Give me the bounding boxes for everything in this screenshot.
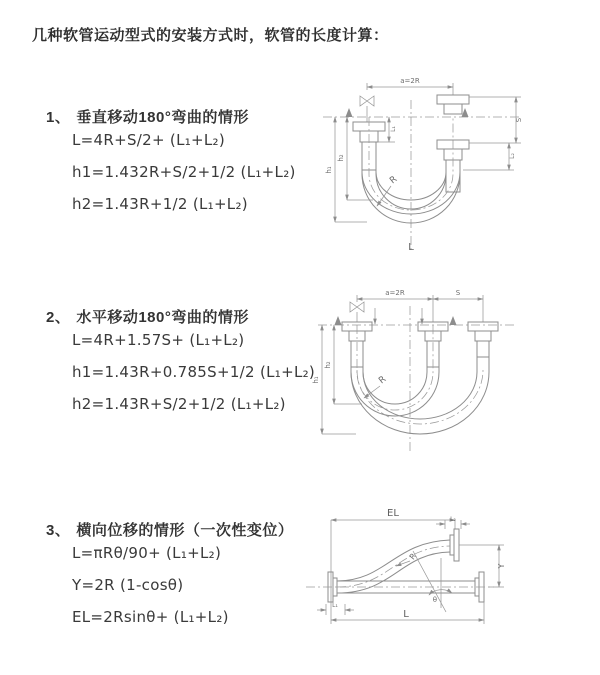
dim-label-y: Y: [497, 563, 506, 569]
dim-label-h2: h₂: [324, 361, 332, 369]
formula-line: L=4R+1.57S+ (L₁+L₂): [72, 331, 245, 349]
dim-label-theta: θ: [432, 596, 437, 604]
formula-line: EL=2Rsinθ+ (L₁+L₂): [72, 608, 229, 626]
dim-label-h1: h₁: [325, 166, 333, 174]
dim-label-h1: h₁: [312, 376, 320, 384]
dim-label-a2r: a=2R: [385, 289, 405, 297]
hose-fitting-right: [468, 322, 498, 357]
dim-label-l1: L₁: [390, 126, 397, 132]
dim-label-r: R: [377, 374, 389, 387]
up-arrow: [346, 108, 353, 117]
section-3-title: 横向位移的情形（一次性变位）: [76, 522, 294, 539]
hose-s-curve: [337, 540, 450, 593]
dim-label-s: S: [515, 117, 523, 123]
dim-label-r: R: [388, 174, 400, 187]
dim-label-l1: L₁: [332, 602, 338, 609]
formula-line: Y=2R (1-cosθ): [72, 576, 184, 594]
section-1-number: 1、: [46, 109, 71, 126]
valve-icon: [350, 302, 364, 322]
formula-line: h1=1.43R+0.785S+1/2 (L₁+L₂): [72, 363, 316, 381]
section-1-title: 垂直移动180°弯曲的情形: [76, 109, 249, 126]
dim-label-l: L: [403, 609, 409, 620]
dim-label-a2r: a=2R: [400, 77, 420, 85]
up-arrow: [450, 316, 457, 325]
dim-label-s: S: [455, 289, 461, 297]
formula-line: h2=1.43R+S/2+1/2 (L₁+L₂): [72, 395, 286, 413]
dim-label-l: L: [408, 242, 414, 253]
diagram-horizontal-180-bend: [312, 282, 597, 462]
hose-u-bend-displaced: [351, 357, 489, 434]
formula-line: L=4R+S/2+ (L₁+L₂): [72, 131, 226, 149]
flange-top-right: [450, 529, 459, 561]
hose-u-bend-original: [351, 325, 439, 416]
formula-line: L=πRθ/90+ (L₁+L₂): [72, 544, 222, 562]
section-2-heading: [46, 306, 249, 327]
hose-straight: [306, 572, 494, 602]
dim-label-l2: L₂: [450, 516, 456, 523]
diagram-lateral-displacement: [298, 503, 593, 633]
dim-label-h2: h₂: [337, 154, 345, 162]
section-2-title: 水平移动180°弯曲的情形: [76, 309, 249, 326]
section-2-number: 2、: [46, 309, 71, 326]
formula-line: h2=1.43R+1/2 (L₁+L₂): [72, 195, 248, 213]
dim-label-r: R: [407, 551, 419, 562]
dim-label-el: EL: [387, 508, 399, 519]
up-arrow: [462, 108, 469, 117]
section-3-heading: [46, 519, 293, 540]
valve-icon: [360, 96, 374, 122]
section-1-heading: [46, 106, 249, 127]
up-arrow: [335, 316, 342, 325]
formula-line: h1=1.432R+S/2+1/2 (L₁+L₂): [72, 163, 296, 181]
section-3-number: 3、: [46, 522, 71, 539]
dim-label-l2: L₂: [509, 153, 516, 159]
page-title: 几种软管运动型式的安装方式时，软管的长度计算：: [32, 27, 389, 44]
diagram-vertical-180-bend: [315, 70, 595, 260]
